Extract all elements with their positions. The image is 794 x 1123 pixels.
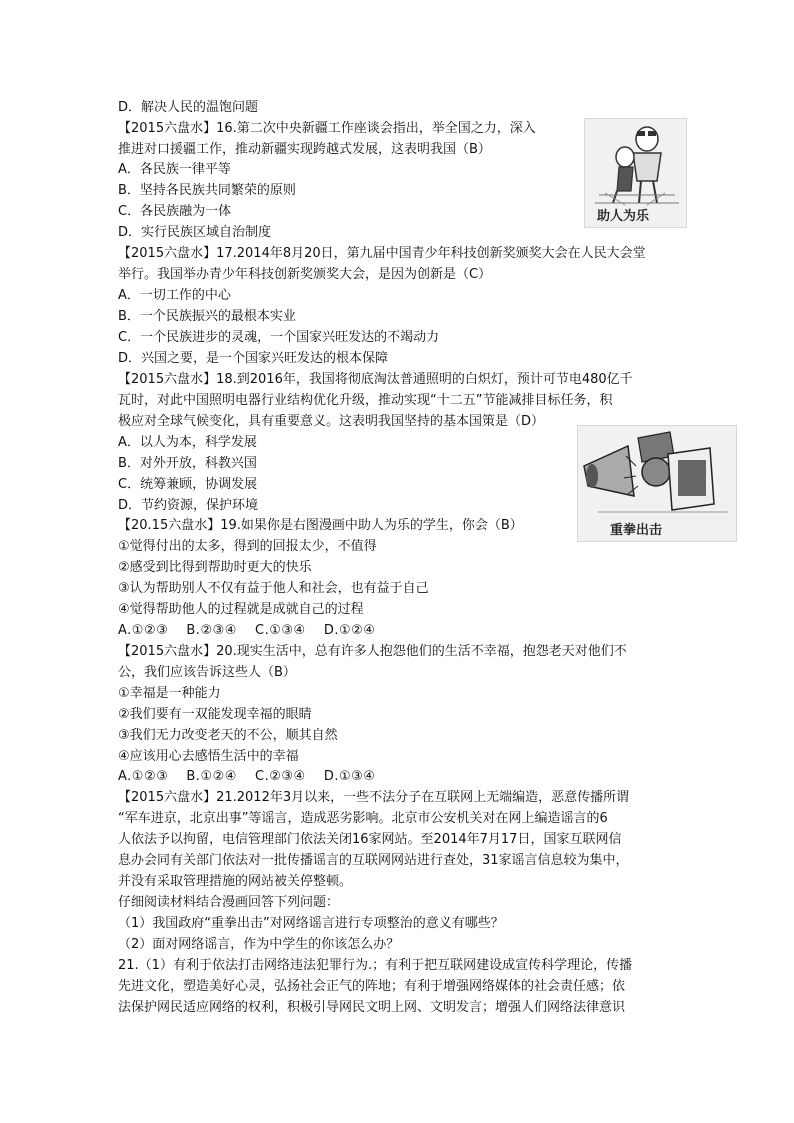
option-b: B．一个民族振兴的最根本实业 — [118, 309, 296, 324]
option-c: C．各民族融为一体 — [118, 204, 232, 219]
statement-3: ③认为帮助别人不仅有益于他人和社会，也有益于自己 — [118, 581, 429, 596]
statement-2: ②我们要有一双能发现幸福的眼睛 — [118, 707, 312, 722]
question-16-header: 【2015六盘水】16.第二次中央新疆工作座谈会指出，举全国之力，深入 — [118, 121, 536, 136]
text-line: 人依法予以拘留，电信管理部门依法关闭16家网站。至2014年7月17日，国家互联网信 — [118, 832, 622, 847]
cartoon-helping-others — [584, 118, 687, 228]
question-21-header: 【2015六盘水】21.2012年3月以来，一些不法分子在互联网上无端编造，恶意传播所谓 — [118, 790, 630, 805]
answer-21-line: 21.（1）有利于依法打击网络违法犯罪行为.；有利于把互联网建设成宣传科学理论，传播 — [118, 958, 633, 973]
statement-1: ①觉得付出的太多，得到的回报太少，不值得 — [118, 539, 377, 554]
statement-1: ①幸福是一种能力 — [118, 686, 221, 701]
cartoon-illustration — [585, 119, 686, 207]
option-d: D．实行民族区域自治制度 — [118, 225, 272, 240]
option-a: A．各民族一律平等 — [118, 162, 231, 177]
text-line: 瓦时，对此中国照明电器行业结构优化升级，推动实现“十二五”节能减排目标任务，积 — [118, 393, 613, 408]
option-a: A．以人为本，科学发展 — [118, 435, 257, 450]
option-c: C．一个民族进步的灵魂，一个国家兴旺发达的不竭动力 — [118, 330, 440, 345]
statement-4: ④觉得帮助他人的过程就是成就自己的过程 — [118, 602, 364, 617]
instruction-line: 仔细阅读材料结合漫画回答下列问题： — [118, 895, 340, 910]
sub-question-1: （1）我国政府“重拳出击”对网络谣言进行专项整治的意义有哪些？ — [118, 916, 504, 931]
text-line: 举行。我国举办青少年科技创新奖颁奖大会，是因为创新是（C） — [118, 267, 492, 282]
cartoon-illustration — [578, 426, 736, 521]
text-line: D．解决人民的温饱问题 — [118, 100, 259, 115]
statement-2: ②感受到比得到帮助时更大的快乐 — [118, 560, 312, 575]
option-b: B．对外开放，科教兴国 — [118, 456, 257, 471]
question-20-header: 【2015六盘水】20.现实生活中，总有许多人抱怨他们的生活不幸福，抱怨老天对他们不 — [118, 644, 627, 659]
text-line: 公，我们应该告诉这些人（B） — [118, 665, 296, 680]
cartoon-heavy-punch — [577, 425, 737, 542]
question-18-header: 【2015六盘水】18.到2016年，我国将彻底淘汰普通照明的白炽灯，预计可节电480亿千 — [118, 372, 633, 387]
answer-choices: A.①②③ B.②③④ C.①③④ D.①②④ — [118, 623, 376, 638]
statement-4: ④应该用心去感悟生活中的幸福 — [118, 749, 299, 764]
option-a: A．一切工作的中心 — [118, 288, 231, 303]
cartoon-caption: 助人为乐 — [597, 209, 650, 224]
sub-question-2: （2）面对网络谣言，作为中学生的你该怎么办？ — [118, 937, 400, 952]
text-line: 极应对全球气候变化，具有重要意义。这表明我国坚持的基本国策是（D） — [118, 414, 545, 429]
option-d: D．兴国之要，是一个国家兴旺发达的根本保障 — [118, 351, 389, 366]
option-d: D．节约资源，保护环境 — [118, 498, 259, 513]
answer-choices: A.①②③ B.①②④ C.②③④ D.①③④ — [118, 769, 376, 784]
option-b: B．坚持各民族共同繁荣的原则 — [118, 183, 296, 198]
text-line: 并没有采取管理措施的网站被关停整顿。 — [118, 874, 353, 889]
statement-3: ③我们无力改变老天的不公，顺其自然 — [118, 728, 338, 743]
answer-21-line: 法保护网民适应网络的权利，积极引导网民文明上网、文明发言；增强人们网络法律意识 — [118, 1000, 626, 1015]
text-line: 息办会同有关部门依法对一批传播谣言的互联网网站进行查处，31家谣言信息较为集中， — [118, 853, 629, 868]
option-c: C．统筹兼顾，协调发展 — [118, 477, 258, 492]
question-17-header: 【2015六盘水】17.2014年8月20日，第九届中国青少年科技创新奖颁奖大会在人民大会堂 — [118, 246, 646, 261]
text-line: “军车进京，北京出事”等谣言，造成恶劣影响。北京市公安机关对在网上编造谣言的6 — [118, 811, 608, 826]
text-line: 推进对口援疆工作，推动新疆实现跨越式发展，这表明我国（B） — [118, 142, 491, 157]
answer-21-line: 先进文化，塑造美好心灵，弘扬社会正气的阵地；有利于增强网络媒体的社会责任感；依 — [118, 979, 626, 994]
cartoon-caption: 重拳出击 — [610, 523, 663, 538]
question-19-header: 【20.15六盘水】19.如果你是右图漫画中助人为乐的学生，你会（B） — [118, 518, 523, 533]
